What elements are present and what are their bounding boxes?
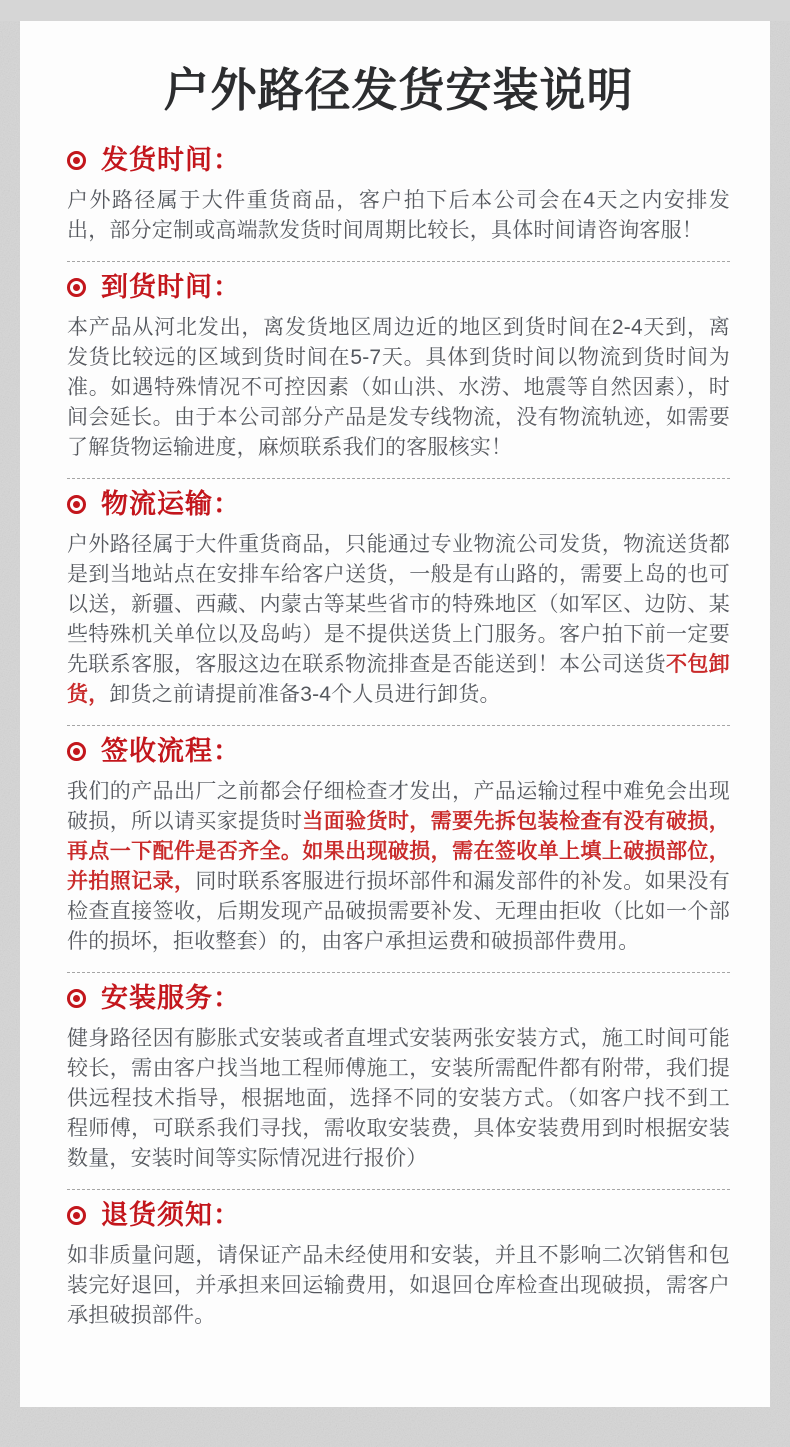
section-shipping-time — [67, 145, 730, 262]
section-heading: 到货时间： — [101, 272, 241, 302]
section-heading: 发货时间： — [101, 145, 241, 175]
section-paragraph — [67, 1241, 730, 1331]
dashed-divider — [67, 1189, 730, 1190]
paragraph-emphasis-text: 当面验货时，需要先拆包装检查有没有破损，再点一下配件是否齐全。如果出现破损，需在签收单上填上破损部位，并拍照记录， — [67, 810, 730, 893]
section-heading-row — [67, 145, 730, 175]
section-heading: 退货须知： — [101, 1200, 241, 1230]
instruction-card — [20, 21, 770, 1407]
circled-dot-inner — [73, 748, 80, 755]
circled-dot-icon — [67, 151, 86, 170]
circled-dot-icon — [67, 989, 86, 1008]
paragraph-emphasis-text: 不包卸货， — [67, 653, 730, 706]
section-heading-row — [67, 1200, 730, 1230]
section-paragraph — [67, 530, 730, 710]
circled-dot-inner — [73, 284, 80, 291]
paragraph-text: 户外路径属于大件重货商品，客户拍下后本公司会在4天之内安排发出，部分定制或高端款发货时间周期比较长，具体时间请咨询客服！ — [67, 189, 730, 242]
section-arrival-time — [67, 272, 730, 479]
paragraph-text: 户外路径属于大件重货商品，只能通过专业物流公司发货，物流送货都是到当地站点在安排车给客户送货，一般是有山路的，需要上岛的也可以送，新疆、西藏、内蒙古等某些省市的特殊地区（如军区、边防、某些特殊机关单位以及岛屿）是不提供送货上门服务。客户拍下前一定要先联系客服，客服这边在联系物流排查是否能送到！本公司送货 — [67, 533, 730, 676]
circled-dot-inner — [73, 157, 80, 164]
dashed-divider — [67, 972, 730, 973]
dashed-divider — [67, 478, 730, 479]
circled-dot-icon — [67, 1206, 86, 1225]
paragraph-text: 我们的产品出厂之前都会仔细检查才发出，产品运输过程中难免会出现破损，所以请买家提货时 — [67, 780, 730, 833]
section-heading: 安装服务： — [101, 983, 241, 1013]
section-heading: 签收流程： — [101, 736, 241, 766]
section-returns — [67, 1200, 730, 1331]
section-paragraph — [67, 186, 730, 246]
section-heading-row — [67, 272, 730, 302]
section-paragraph — [67, 1024, 730, 1174]
section-paragraph — [67, 777, 730, 957]
section-heading: 物流运输： — [101, 489, 241, 519]
section-paragraph — [67, 313, 730, 463]
paragraph-text: 如非质量问题，请保证产品未经使用和安装，并且不影响二次销售和包装完好退回，并承担来回运输费用，如退回仓库检查出现破损，需客户承担破损部件。 — [67, 1244, 730, 1327]
paragraph-text: 卸货之前请提前准备3-4个人员进行卸货。 — [109, 683, 501, 706]
paragraph-text: 本产品从河北发出，离发货地区周边近的地区到货时间在2-4天到，离发货比较远的区域到货时间在5-7天。具体到货时间以物流到货时间为准。如遇特殊情况不可控因素（如山洪、水涝、地震等自然因素），时间会延长。由于本公司部分产品是发专线物流，没有物流轨迹，如需要了解货物运输进度，麻烦联系我们的客服核实！ — [67, 316, 730, 459]
section-sign-off — [67, 736, 730, 973]
section-heading-row — [67, 489, 730, 519]
circled-dot-icon — [67, 278, 86, 297]
dashed-divider — [67, 725, 730, 726]
section-heading-row — [67, 736, 730, 766]
circled-dot-inner — [73, 501, 80, 508]
paragraph-text: 健身路径因有膨胀式安装或者直埋式安装两张安装方式，施工时间可能较长，需由客户找当地工程师傅施工，安装所需配件都有附带，我们提供远程技术指导，根据地面，选择不同的安装方式。（如客户找不到工程师傅，可联系我们寻找，需收取安装费，具体安装费用到时根据安装数量，安装时间等实际情况进行报价） — [67, 1027, 730, 1170]
circled-dot-icon — [67, 495, 86, 514]
paragraph-text: 同时联系客服进行损坏部件和漏发部件的补发。如果没有检查直接签收，后期发现产品破损需要补发、无理由拒收（比如一个部件的损坏，拒收整套）的，由客户承担运费和破损部件费用。 — [67, 870, 730, 953]
circled-dot-icon — [67, 742, 86, 761]
circled-dot-inner — [73, 995, 80, 1002]
section-logistics — [67, 489, 730, 726]
dashed-divider — [67, 261, 730, 262]
circled-dot-inner — [73, 1212, 80, 1219]
page-title: 户外路径发货安装说明 — [163, 64, 634, 116]
section-heading-row — [67, 983, 730, 1013]
section-installation — [67, 983, 730, 1190]
page — [0, 21, 790, 1447]
